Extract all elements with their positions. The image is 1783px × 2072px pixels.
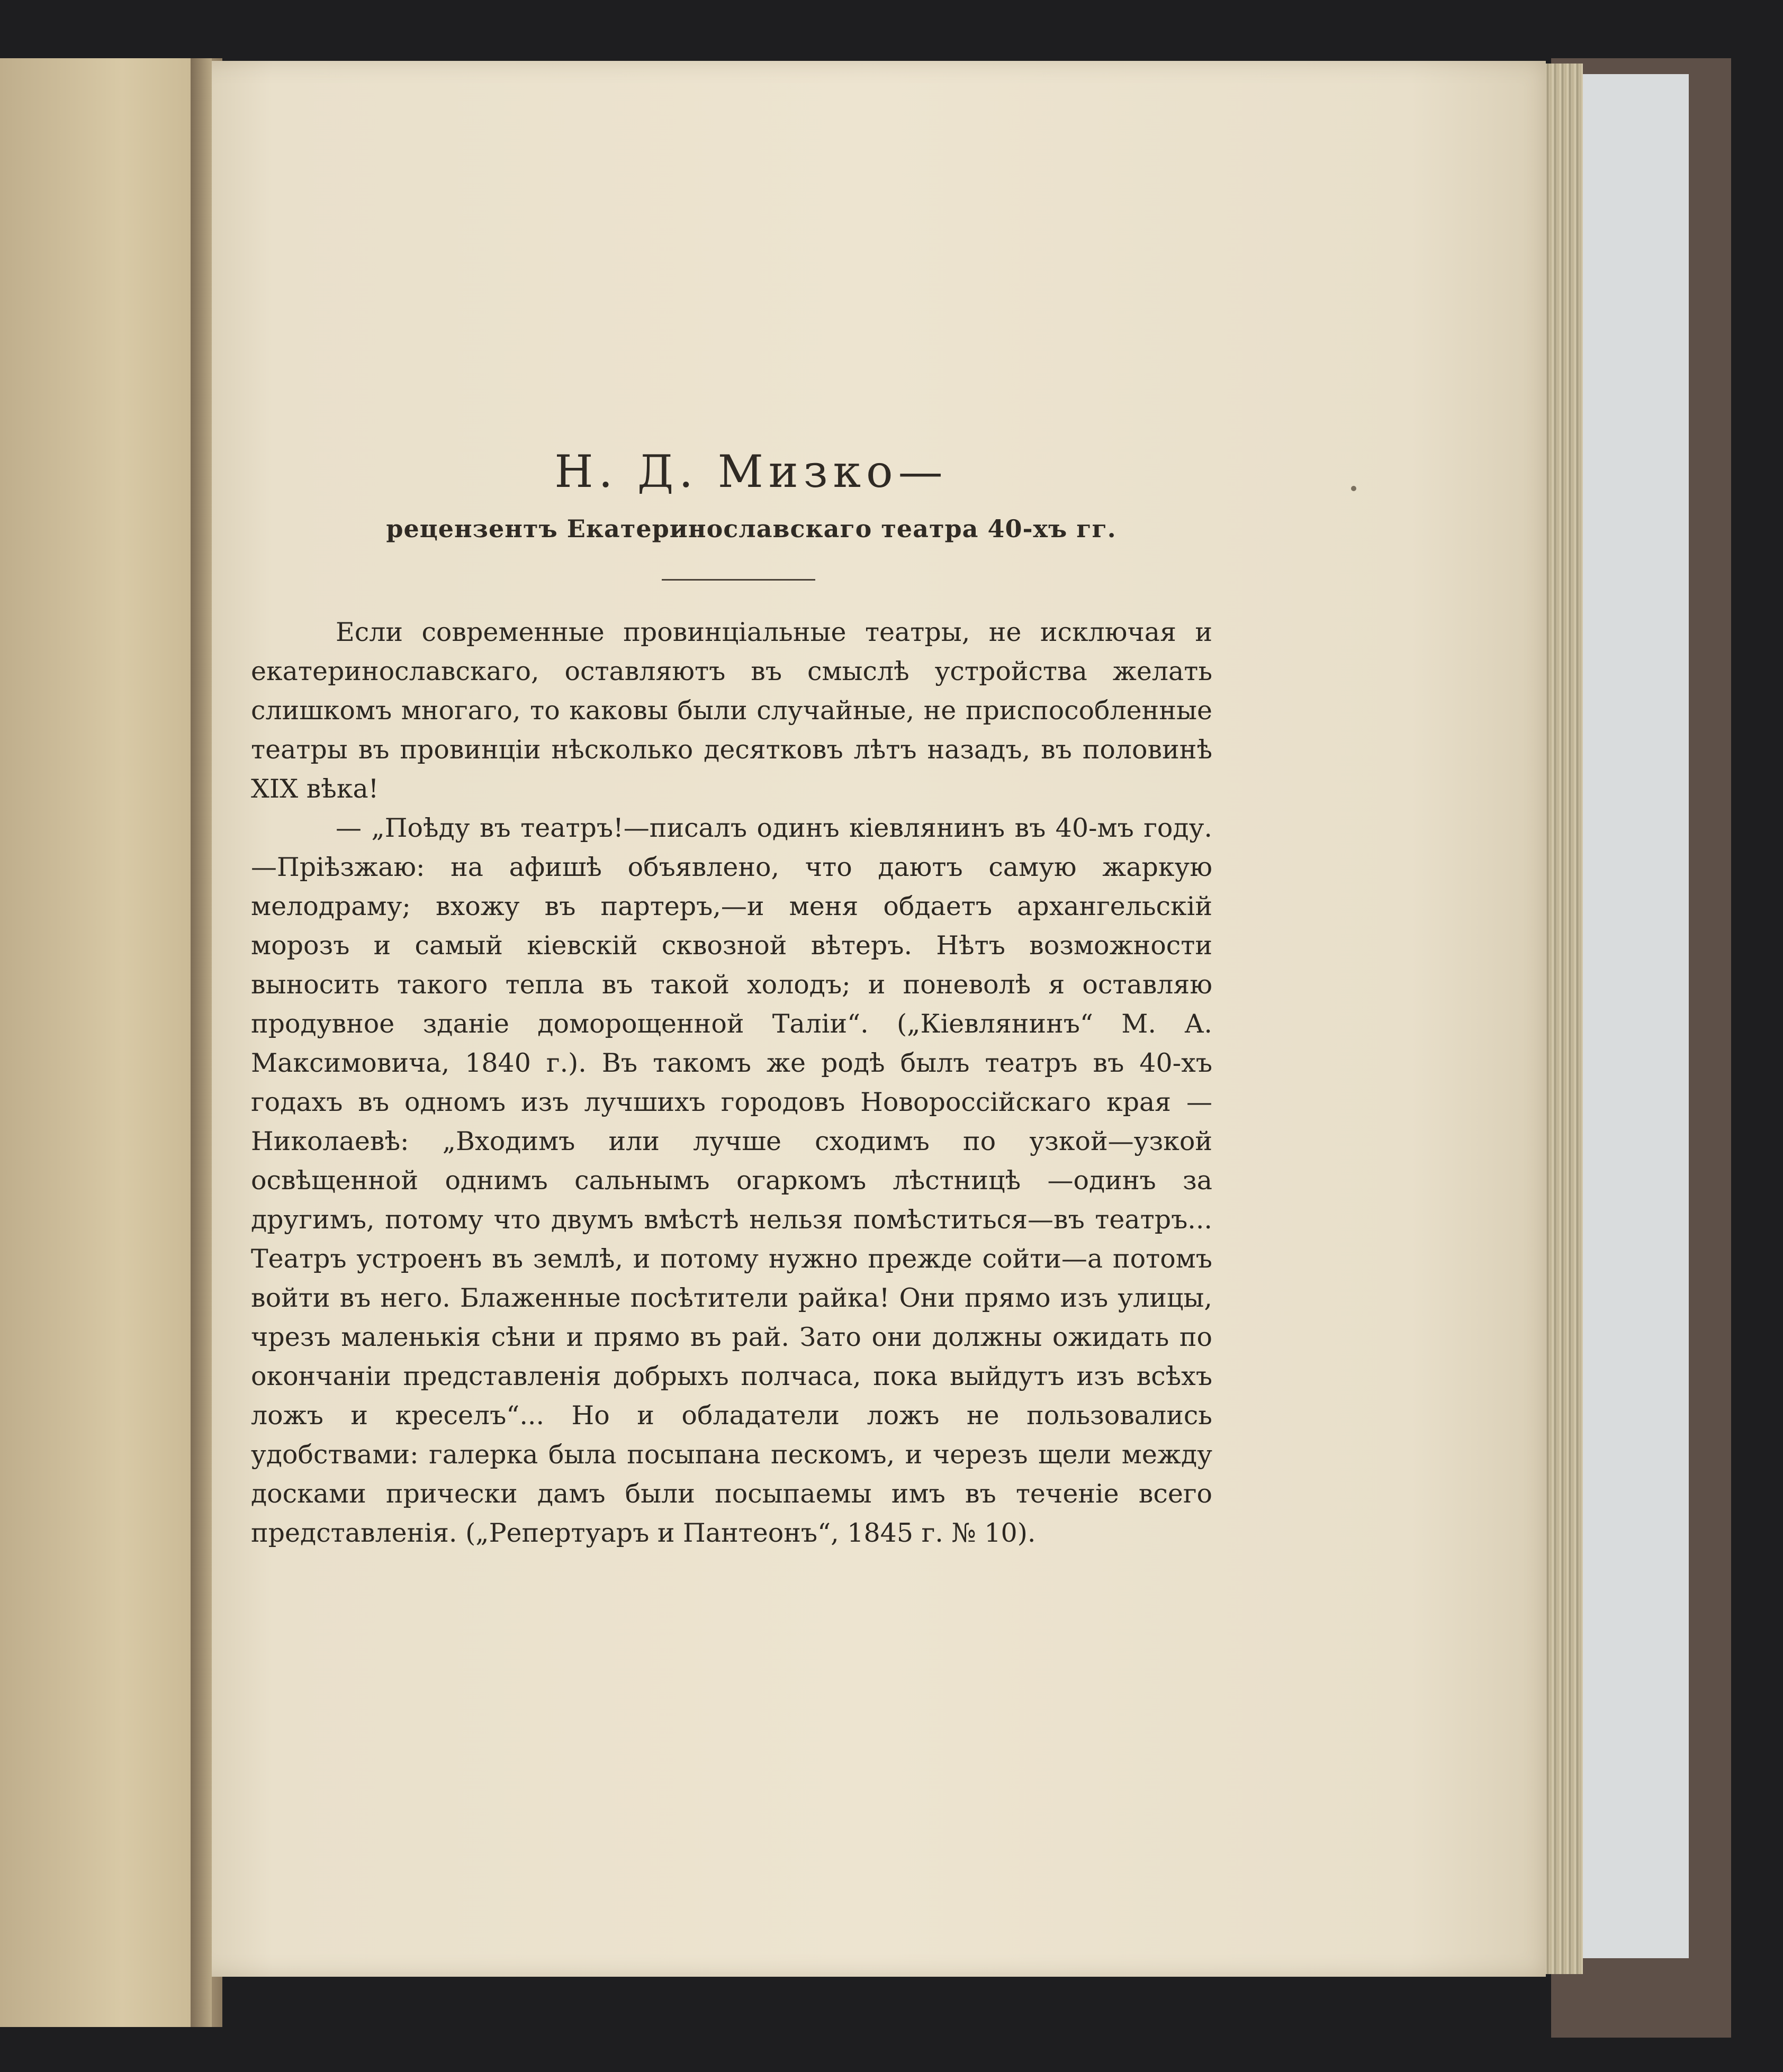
title-rule [662, 579, 815, 581]
article-body [251, 613, 1212, 1553]
left-page [0, 58, 222, 2027]
paragraph-1: Если современные провинціальные театры, не исключая и екатеринославскаго, оставляютъ въ смыслѣ устройства желать слишкомъ многаго, то каковы были случайные, не приспособленные театры въ провинціи нѣсколько десятковъ лѣтъ назадъ, въ половинѣ XIX вѣка! [251, 617, 1212, 804]
article-title: Н. Д. Мизко— [554, 446, 948, 497]
endpaper [1583, 74, 1689, 1958]
gutter [191, 58, 212, 2027]
ink-dot [1351, 486, 1356, 491]
paragraph-2: — „Поѣду въ театръ!—писалъ одинъ кіевлянинъ въ 40-мъ году.—Пріѣзжаю: на афишѣ объявлено, что даютъ самую жаркую мелодраму; вхожу въ партеръ,—и меня обдаетъ архангельскій морозъ и самый кіевскій сквозной вѣтеръ. Нѣтъ возможности выносить такого тепла въ такой холодъ; и поневолѣ я оставляю продувное зданіе доморощенной Таліи“. („Кіевлянинъ“ М. А. Максимовича, 1840 г.). Въ такомъ же родѣ былъ театръ въ 40-хъ годахъ въ одномъ изъ лучшихъ городовъ Новороссійскаго края —Николаевѣ: „Входимъ или лучше сходимъ по узкой—узкой освѣщенной однимъ сальнымъ огаркомъ лѣстницѣ —одинъ за другимъ, потому что двумъ вмѣстѣ нельзя помѣститься—въ театръ... Театръ устроенъ въ землѣ, и потому нужно прежде сойти—а потомъ войти въ него. Блаженные посѣтители райка! Они прямо изъ улицы, чрезъ маленькія сѣни и прямо въ рай. Зато они должны ожидать по окончаніи представленія добрыхъ полчаса, пока выйдутъ изъ всѣхъ ложъ и креселъ“... Но и обладатели ложъ не пользовались удобствами: галерка была посыпана пескомъ, и черезъ щели между досками прически дамъ были посыпаемы имъ въ теченіе всего представленія. („Репертуаръ и Пантеонъ“, 1845 г. № 10). [251, 813, 1212, 1548]
article-subtitle: рецензентъ Екатеринославскаго театра 40-хъ гг. [386, 514, 1116, 543]
